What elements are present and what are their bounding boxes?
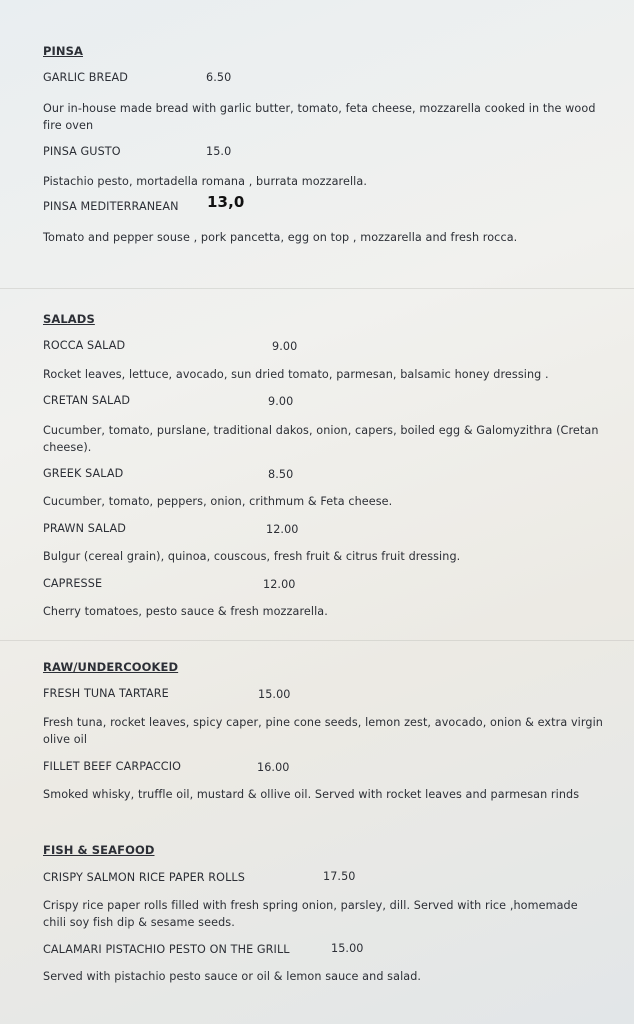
item-name-garlic-bread: GARLIC BREAD xyxy=(43,71,128,84)
item-name-rocca-salad: ROCCA SALAD xyxy=(43,339,126,352)
item-desc-salmon-rolls: Crispy rice paper rolls filled with fresh spring onion, parsley, dill. Served with rice ,homemade chili soy fish dip & sesame seeds. xyxy=(43,899,578,929)
item-name-beef-carpaccio: FILLET BEEF CARPACCIO xyxy=(43,760,182,773)
item-desc-prawn-salad: Bulgur (cereal grain), quinoa, couscous, fresh fruit & citrus fruit dressing. xyxy=(43,550,461,563)
item-price-greek-salad: 8.50 xyxy=(268,468,294,481)
item-desc-cretan-salad: Cucumber, tomato, purslane, traditional dakos, onion, capers, boiled egg & Galomyzithra (Cretan cheese). xyxy=(43,424,599,454)
section-heading-fish: FISH & SEAFOOD xyxy=(43,843,155,857)
item-price-salmon-rolls: 17.50 xyxy=(323,870,356,883)
item-desc-tuna-tartare: Fresh tuna, rocket leaves, spicy caper, pine cone seeds, lemon zest, avocado, onion & extra virgin olive oil xyxy=(43,716,603,746)
section-heading-pinsa: PINSA xyxy=(43,44,84,58)
item-price-garlic-bread: 6.50 xyxy=(206,71,232,84)
item-name-greek-salad: GREEK SALAD xyxy=(43,467,124,480)
item-price-pinsa-gusto: 15.0 xyxy=(206,145,232,158)
item-price-prawn-salad: 12.00 xyxy=(266,523,299,536)
item-name-pinsa-gusto: PINSA GUSTO xyxy=(43,145,121,158)
section-heading-raw: RAW/UNDERCOOKED xyxy=(43,660,179,674)
item-desc-greek-salad: Cucumber, tomato, peppers, onion, crithmum & Feta cheese. xyxy=(43,495,393,508)
item-name-salmon-rolls: CRISPY SALMON RICE PAPER ROLLS xyxy=(43,871,245,884)
item-name-pinsa-mediterranean: PINSA MEDITERRANEAN xyxy=(43,200,179,213)
paper-crease xyxy=(0,288,634,289)
paper-crease xyxy=(0,640,634,641)
item-price-calamari: 15.00 xyxy=(331,942,364,955)
item-name-prawn-salad: PRAWN SALAD xyxy=(43,522,126,535)
item-desc-beef-carpaccio: Smoked whisky, truffle oil, mustard & ollive oil. Served with rocket leaves and parmesan rinds xyxy=(43,788,580,801)
item-price-pinsa-mediterranean: 13,0 xyxy=(207,193,245,211)
item-price-tuna-tartare: 15.00 xyxy=(258,688,291,701)
section-heading-salads: SALADS xyxy=(43,312,95,326)
item-desc-pinsa-gusto: Pistachio pesto, mortadella romana , burrata mozzarella. xyxy=(43,175,368,188)
item-name-capresse: CAPRESSE xyxy=(43,577,103,590)
item-price-beef-carpaccio: 16.00 xyxy=(257,761,290,774)
item-name-tuna-tartare: FRESH TUNA TARTARE xyxy=(43,687,169,700)
item-desc-garlic-bread: Our in-house made bread with garlic butter, tomato, feta cheese, mozzarella cooked in the wood fire oven xyxy=(43,102,596,132)
item-price-rocca-salad: 9.00 xyxy=(272,340,298,353)
item-price-cretan-salad: 9.00 xyxy=(268,395,294,408)
item-name-cretan-salad: CRETAN SALAD xyxy=(43,394,131,407)
item-desc-rocca-salad: Rocket leaves, lettuce, avocado, sun dried tomato, parmesan, balsamic honey dressing . xyxy=(43,368,549,381)
item-desc-capresse: Cherry tomatoes, pesto sauce & fresh mozzarella. xyxy=(43,605,328,618)
item-price-capresse: 12.00 xyxy=(263,578,296,591)
item-desc-pinsa-mediterranean: Tomato and pepper souse , pork pancetta, egg on top , mozzarella and fresh rocca. xyxy=(43,231,518,244)
item-name-calamari: CALAMARI PISTACHIO PESTO ON THE GRILL xyxy=(43,943,290,956)
item-desc-calamari: Served with pistachio pesto sauce or oil & lemon sauce and salad. xyxy=(43,970,422,983)
